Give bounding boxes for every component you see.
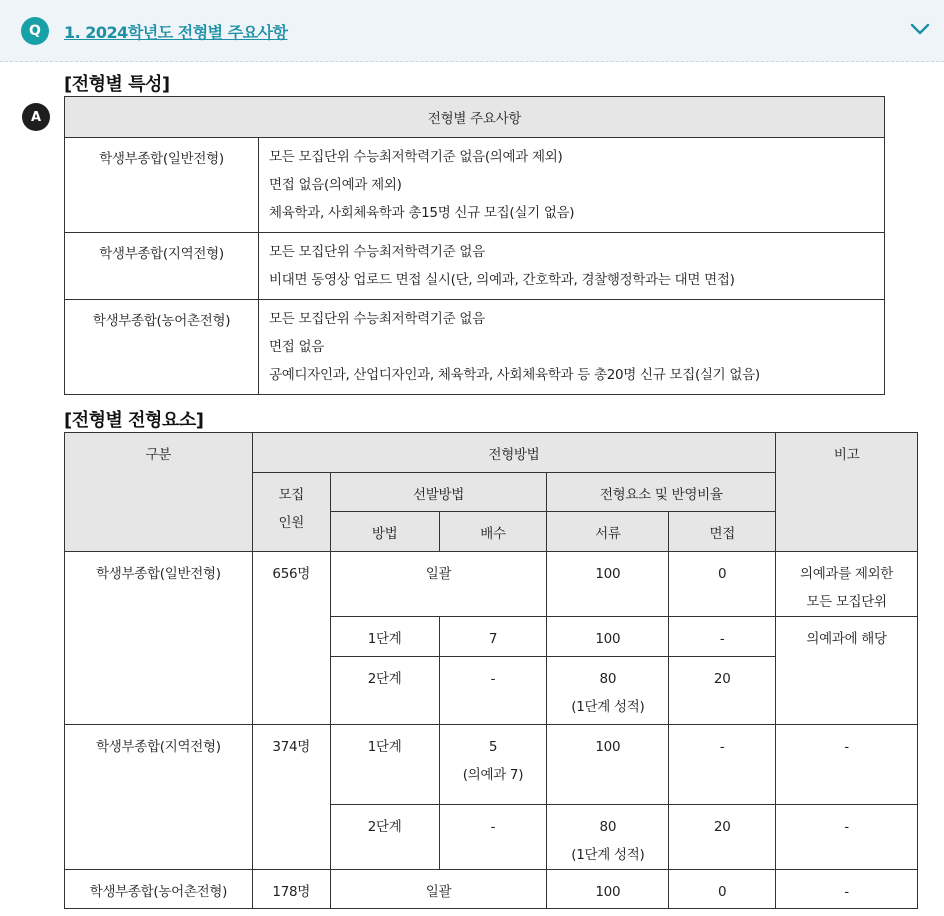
header-recruit-line: 인원 (278, 515, 304, 531)
header-selection: 선발방법 (330, 473, 547, 512)
question-badge: Q (21, 17, 49, 45)
header-recruit-line: 모집 (278, 487, 304, 503)
elements-table (64, 432, 918, 909)
description-line: 공예디자인과, 산업디자인과, 체육학과, 사회체육학과 등 총20명 신규 모집(실기 없음) (269, 367, 760, 383)
bigo-cell: - (776, 805, 918, 870)
table-row (65, 725, 918, 805)
description-line: 면접 없음(의예과 제외) (269, 177, 402, 193)
docs-cell (547, 657, 669, 725)
description-cell (259, 300, 885, 395)
way-cell: 일괄 (330, 870, 547, 909)
way-cell: 일괄 (330, 552, 547, 617)
docs-cell: 100 (547, 725, 669, 805)
docs-cell (547, 805, 669, 870)
bigo-cell (776, 552, 918, 617)
bigo-cell: 의예과에 해당 (776, 617, 918, 725)
multiple-cell: 7 (439, 617, 547, 657)
description-line: 모든 모집단위 수능최저학력기준 없음 (269, 311, 485, 327)
bigo-cell: - (776, 870, 918, 909)
count-cell: 656명 (252, 552, 330, 725)
multiple-cell: - (439, 657, 547, 725)
bigo-cell: - (776, 725, 918, 805)
type-cell: 학생부종합(일반전형) (65, 552, 253, 725)
bigo-line: 의예과를 제외한 (799, 566, 894, 582)
characteristics-header: 전형별 주요사항 (65, 97, 885, 138)
docs-line: (1단계 성적) (571, 699, 645, 715)
table-row (65, 138, 885, 233)
description-cell (259, 138, 885, 233)
docs-line: 80 (599, 671, 617, 687)
interview-cell: - (669, 725, 776, 805)
way-cell: 2단계 (330, 805, 439, 870)
type-cell: 학생부종합(농어촌전형) (65, 870, 253, 909)
multiple-cell (439, 725, 547, 805)
description-cell (259, 233, 885, 300)
interview-cell: 0 (669, 552, 776, 617)
section-title-characteristics: [전형별 특성] (64, 74, 170, 95)
header-recruit (252, 473, 330, 552)
description-line: 면접 없음 (269, 339, 324, 355)
table-row (65, 870, 918, 909)
docs-cell: 100 (547, 552, 669, 617)
header-docs: 서류 (547, 512, 669, 552)
multiple-line: 5 (488, 739, 498, 755)
multiple-cell: - (439, 805, 547, 870)
way-cell: 1단계 (330, 725, 439, 805)
header-interview: 면접 (669, 512, 776, 552)
question-header[interactable] (0, 0, 944, 62)
header-gubun: 구분 (65, 433, 253, 552)
way-cell: 2단계 (330, 657, 439, 725)
docs-line: (1단계 성적) (571, 847, 645, 863)
count-cell: 374명 (252, 725, 330, 870)
docs-cell: 100 (547, 617, 669, 657)
description-line: 체육학과, 사회체육학과 총15명 신규 모집(실기 없음) (269, 205, 575, 221)
header-elements: 전형요소 및 반영비율 (547, 473, 776, 512)
table-row (65, 300, 885, 395)
header-method: 전형방법 (252, 433, 775, 473)
interview-cell: 20 (669, 805, 776, 870)
type-cell: 학생부종합(지역전형) (65, 725, 253, 870)
docs-line: 80 (599, 819, 617, 835)
docs-cell: 100 (547, 870, 669, 909)
header-bigo: 비고 (776, 433, 918, 552)
way-cell: 1단계 (330, 617, 439, 657)
chevron-down-icon[interactable] (908, 17, 932, 41)
table-row (65, 552, 918, 617)
section-title-elements: [전형별 전형요소] (64, 410, 204, 431)
category-cell: 학생부종합(일반전형) (65, 138, 259, 233)
interview-cell: 0 (669, 870, 776, 909)
count-cell: 178명 (252, 870, 330, 909)
description-line: 비대면 동영상 업로드 면접 실시(단, 의예과, 간호학과, 경찰행정학과는 대면 면접) (269, 272, 735, 288)
header-multiple: 배수 (439, 512, 547, 552)
description-line: 모든 모집단위 수능최저학력기준 없음(의예과 제외) (269, 149, 563, 165)
table-row (65, 233, 885, 300)
interview-cell: - (669, 617, 776, 657)
category-cell: 학생부종합(지역전형) (65, 233, 259, 300)
answer-badge: A (22, 103, 50, 131)
category-cell: 학생부종합(농어촌전형) (65, 300, 259, 395)
interview-cell: 20 (669, 657, 776, 725)
question-title-link[interactable]: 1. 2024학년도 전형별 주요사항 (64, 23, 288, 42)
multiple-line: (의예과 7) (462, 767, 524, 783)
bigo-line: 모든 모집단위 (806, 594, 887, 610)
header-way: 방법 (330, 512, 439, 552)
description-line: 모든 모집단위 수능최저학력기준 없음 (269, 244, 485, 260)
characteristics-table (64, 96, 885, 395)
